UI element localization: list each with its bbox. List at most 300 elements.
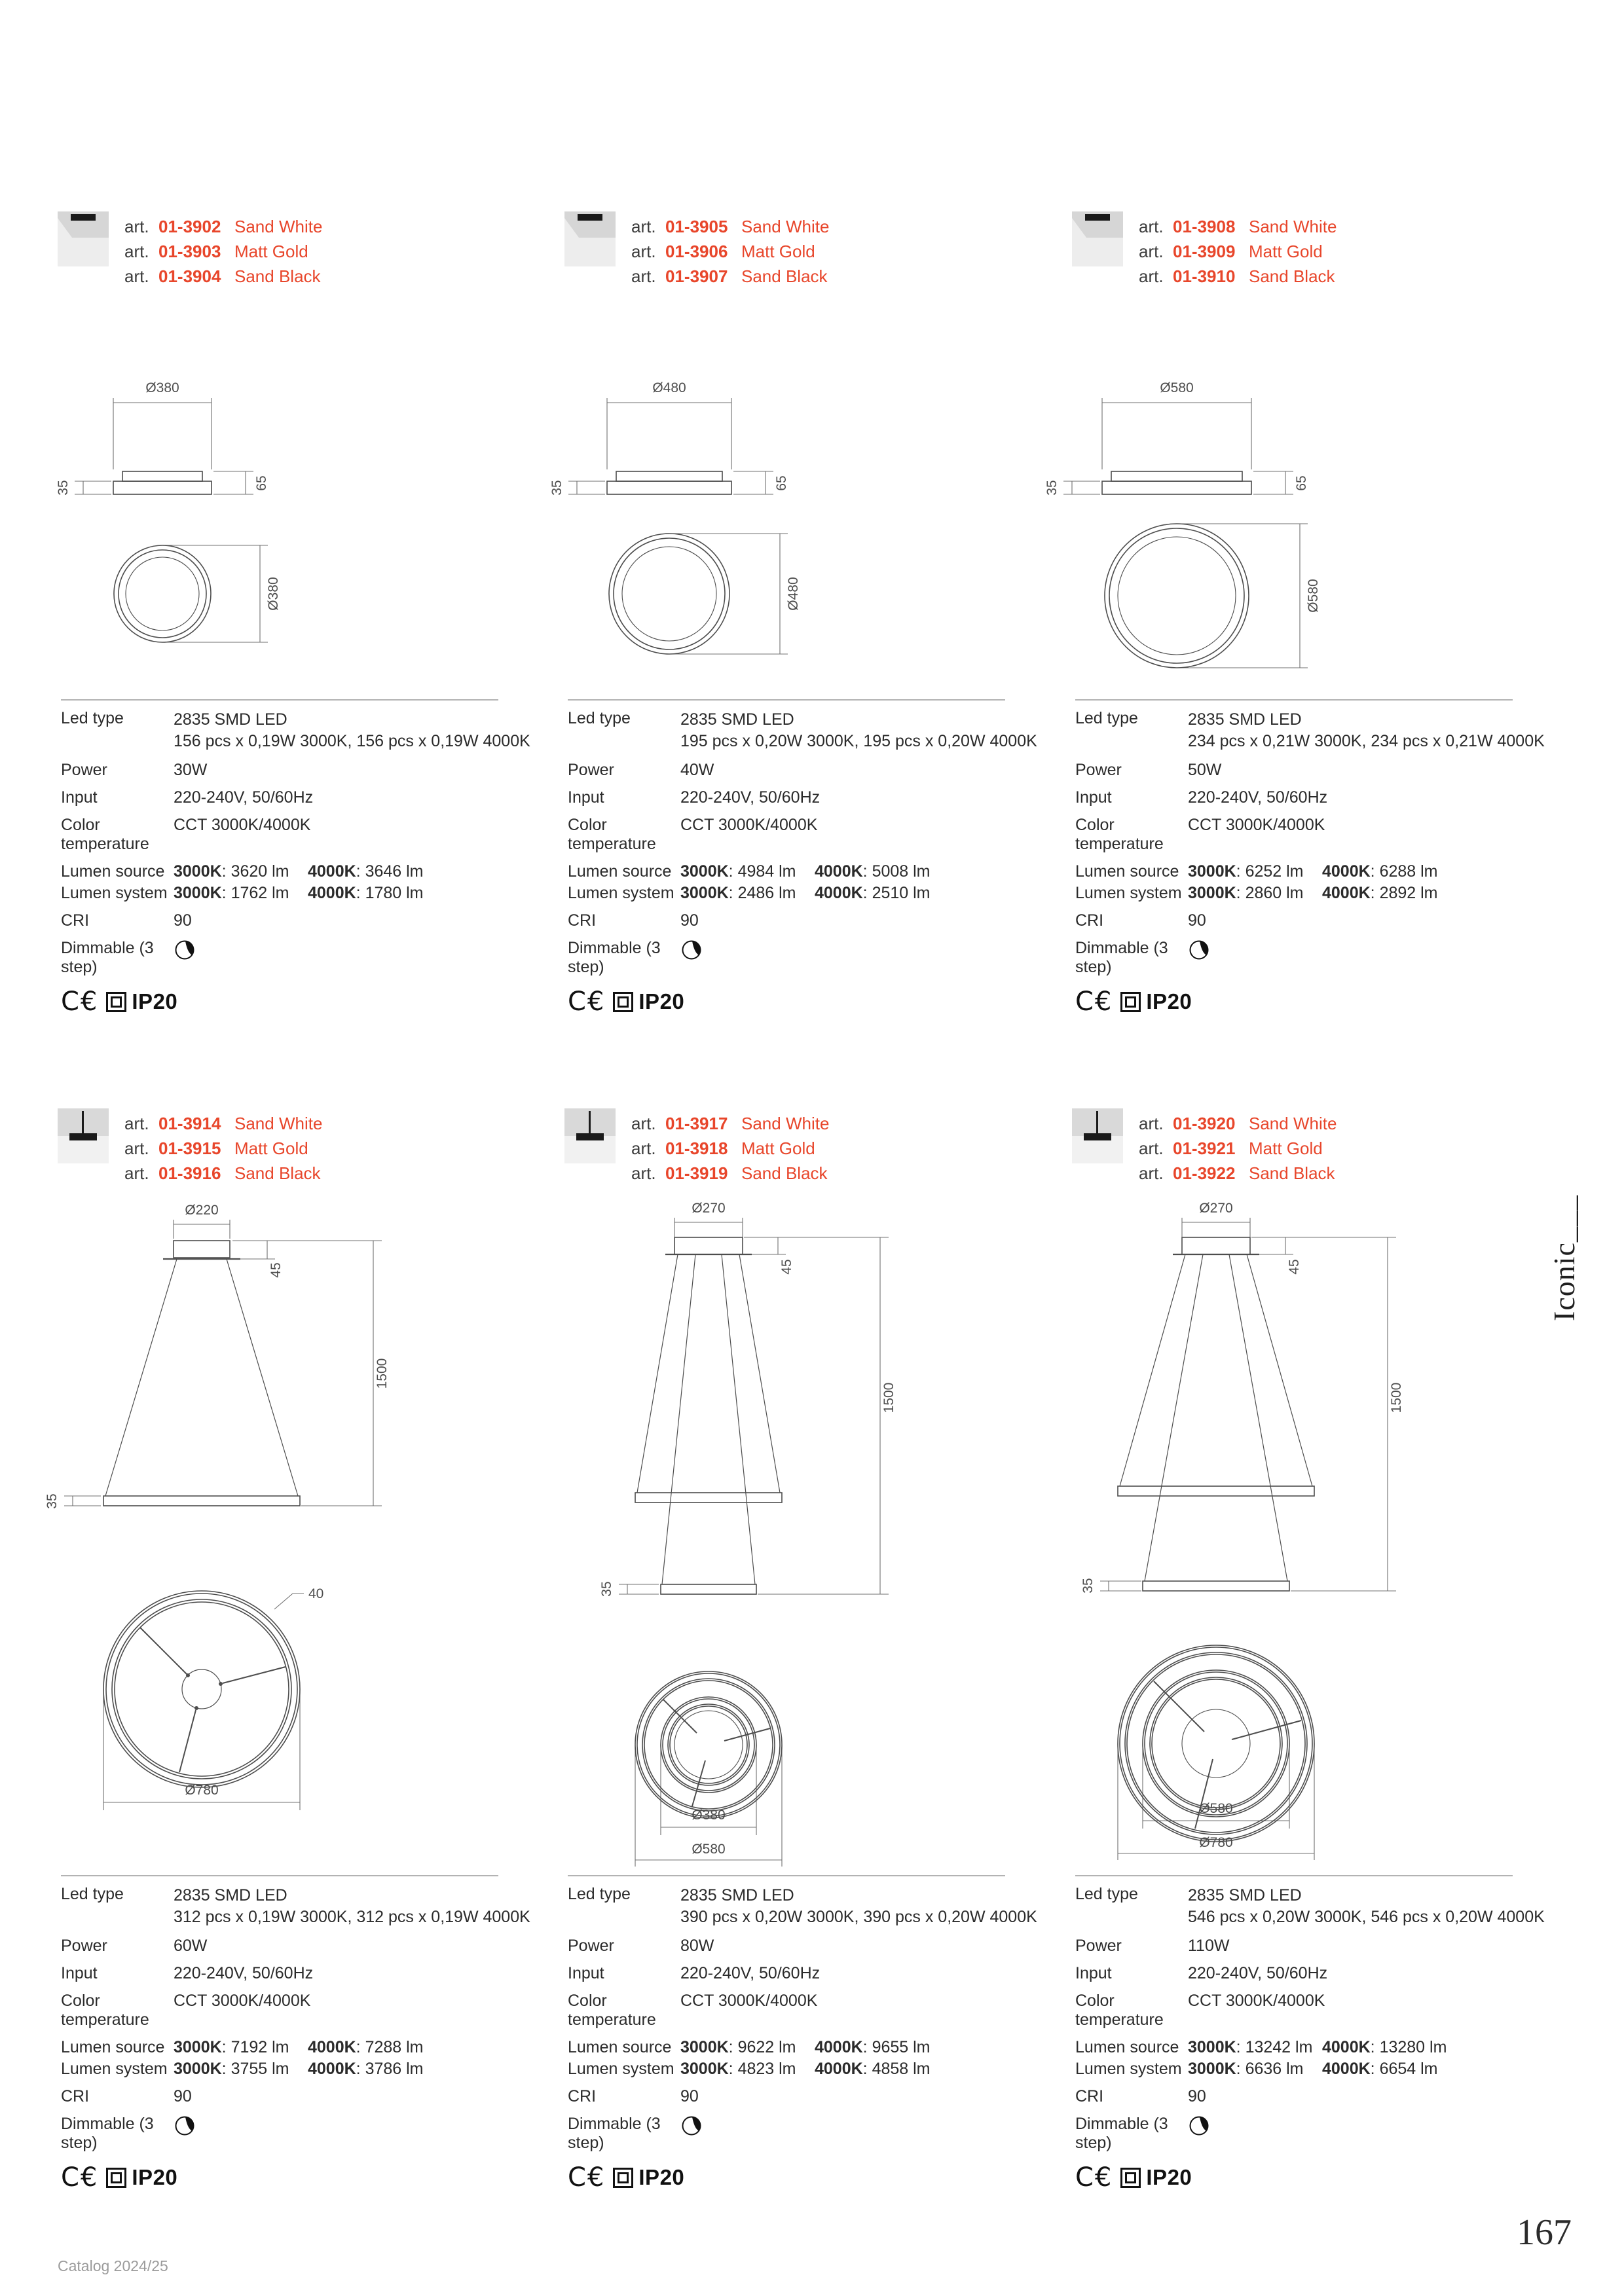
art-number: 01-3907 — [665, 266, 728, 286]
spec-label: CRI — [61, 2087, 90, 2105]
spec-label: Lumen system — [568, 2060, 674, 2078]
spec-row-lumen-system — [1075, 2060, 1513, 2079]
art-label: art. — [124, 1114, 149, 1133]
spec-row-lumen-system — [1075, 884, 1513, 903]
spec-row-cri — [61, 2087, 498, 2106]
spec-value: 40W — [680, 761, 714, 779]
art-label: art. — [1139, 1163, 1164, 1183]
spec-row-lumen-source — [1075, 862, 1513, 881]
finish-name: Matt Gold — [1249, 242, 1323, 261]
spec-label: Lumen source — [1075, 862, 1179, 881]
article-row — [124, 214, 322, 239]
dimension-label: 1500 — [1389, 1382, 1404, 1413]
spec-row-cct — [1075, 1992, 1513, 2030]
art-label: art. — [631, 217, 656, 236]
article-row — [631, 1111, 829, 1136]
art-number: 01-3922 — [1173, 1163, 1236, 1183]
ip-rating: IP20 — [638, 2165, 685, 2189]
spec-table-4 — [61, 1875, 530, 2193]
spec-label: Color temperature — [568, 816, 656, 853]
product-header-2 — [564, 211, 1049, 289]
spec-row-dimmable — [1075, 939, 1513, 977]
pendant-lamp-icon — [1072, 1108, 1123, 1163]
dimension-label: 35 — [1044, 480, 1060, 496]
spec-row-led — [1075, 1885, 1545, 1928]
dimension-label: 45 — [268, 1262, 284, 1278]
art-label: art. — [631, 1114, 656, 1133]
class-ii-icon — [106, 992, 126, 1012]
certifications — [1075, 989, 1513, 1015]
spec-row-cri — [61, 911, 498, 930]
spec-table-6 — [1075, 1875, 1545, 2193]
spec-row-power — [61, 761, 498, 780]
dimension-label: 35 — [56, 480, 71, 496]
spec-value: 2835 SMD LED — [1188, 1886, 1302, 1904]
art-label: art. — [631, 242, 656, 261]
spec-row-lumen-system — [61, 884, 498, 903]
dimension-label: Ø380 — [692, 1808, 726, 1823]
article-list — [124, 1108, 322, 1186]
dimension-label: 35 — [45, 1493, 60, 1509]
spec-table-3 — [1075, 699, 1545, 1017]
spec-value: 3000K: 7192 lm 4000K: 7288 lm — [174, 2038, 424, 2056]
pendant-lamp-icon — [564, 1108, 616, 1163]
spec-value: 220-240V, 50/60Hz — [680, 788, 821, 807]
spec-label: Led type — [61, 1885, 124, 1903]
spec-value: 90 — [1188, 911, 1206, 930]
spec-value: 90 — [174, 911, 192, 930]
article-row — [1139, 264, 1337, 289]
spec-value: 220-240V, 50/60Hz — [1188, 1964, 1328, 1982]
spec-row-dimmable — [61, 939, 498, 977]
dimmer-dial-icon — [1188, 2115, 1210, 2141]
dimension-label: Ø480 — [652, 380, 686, 395]
pendant-lamp-icon — [58, 1108, 109, 1163]
divider — [568, 1875, 1005, 1876]
spec-label: Lumen source — [61, 2038, 165, 2056]
spec-label: Dimmable (3 step) — [1075, 939, 1168, 976]
footer-catalog-label: Catalog 2024/25 — [58, 2257, 168, 2274]
spec-label: Led type — [1075, 1885, 1138, 1903]
certifications — [61, 2164, 498, 2191]
spec-row-input — [61, 788, 498, 807]
art-number: 01-3917 — [665, 1114, 728, 1133]
spec-row-lumen-source — [568, 2038, 1005, 2057]
spec-value: 3000K: 3755 lm 4000K: 3786 lm — [174, 2060, 424, 2078]
class-ii-icon — [106, 2168, 126, 2188]
spec-label: Power — [568, 1937, 614, 1955]
ip-rating: IP20 — [132, 2165, 178, 2189]
finish-name: Sand Black — [741, 1163, 828, 1183]
art-label: art. — [631, 1139, 656, 1158]
finish-name: Sand White — [741, 1114, 830, 1133]
spec-value: 234 pcs x 0,21W 3000K, 234 pcs x 0,21W 4000K — [1188, 732, 1545, 750]
article-list — [1139, 1108, 1337, 1186]
spec-row-input — [568, 788, 1005, 807]
spec-label: Led type — [568, 709, 631, 727]
spec-value: 90 — [680, 2087, 699, 2105]
dimmer-dial-icon — [680, 2115, 703, 2141]
spec-row-lumen-system — [568, 884, 1005, 903]
article-row — [631, 1136, 829, 1161]
spec-table-2 — [568, 699, 1037, 1017]
dimension-label: Ø780 — [1199, 1835, 1233, 1850]
page-number: 167 — [1517, 2212, 1572, 2253]
ip-rating: IP20 — [638, 989, 685, 1013]
spec-value: 2835 SMD LED — [174, 710, 287, 729]
technical-drawing-ceiling-380 — [0, 361, 418, 689]
dimension-label: 35 — [1080, 1578, 1096, 1594]
art-label: art. — [1139, 1139, 1164, 1158]
dimension-label: 45 — [1287, 1259, 1302, 1275]
product-header-3 — [1072, 211, 1557, 289]
ip-rating: IP20 — [1146, 989, 1192, 1013]
spec-label: Led type — [568, 1885, 631, 1903]
dimension-label: Ø780 — [185, 1783, 219, 1798]
finish-name: Sand White — [234, 1114, 323, 1133]
spec-value: 390 pcs x 0,20W 3000K, 390 pcs x 0,20W 4000K — [680, 1908, 1037, 1926]
spec-row-cri — [568, 911, 1005, 930]
spec-value: 2835 SMD LED — [680, 710, 794, 729]
finish-name: Matt Gold — [1249, 1139, 1323, 1158]
dimension-label: Ø270 — [692, 1201, 726, 1216]
divider — [1075, 699, 1513, 701]
spec-value: 30W — [174, 761, 208, 779]
art-number: 01-3918 — [665, 1139, 728, 1158]
spec-label: Power — [1075, 1937, 1122, 1955]
art-number: 01-3903 — [158, 242, 221, 261]
dimension-label: Ø580 — [1306, 579, 1321, 613]
dimension-label: 1500 — [375, 1358, 390, 1389]
spec-row-input — [1075, 788, 1513, 807]
spec-value: 2835 SMD LED — [680, 1886, 794, 1904]
finish-name: Sand White — [234, 217, 323, 236]
spec-value: CCT 3000K/4000K — [1188, 1992, 1325, 2010]
spec-value: 3000K: 13242 lm 4000K: 13280 lm — [1188, 2038, 1447, 2056]
spec-label: Color temperature — [1075, 816, 1164, 853]
art-number: 01-3905 — [665, 217, 728, 236]
spec-value: 110W — [1188, 1937, 1230, 1955]
art-number: 01-3916 — [158, 1163, 221, 1183]
finish-name: Sand Black — [1249, 1163, 1335, 1183]
dimension-label: 1500 — [881, 1382, 896, 1413]
spec-table-1 — [61, 699, 530, 1017]
dimension-label: 40 — [308, 1586, 324, 1601]
spec-value: 312 pcs x 0,19W 3000K, 312 pcs x 0,19W 4000K — [174, 1908, 530, 1926]
article-row — [631, 214, 829, 239]
certifications — [61, 989, 498, 1015]
spec-row-lumen-source — [61, 862, 498, 881]
spec-row-cct — [568, 1992, 1005, 2030]
spec-value: 3000K: 6252 lm 4000K: 6288 lm — [1188, 862, 1438, 881]
spec-label: Dimmable (3 step) — [1075, 2115, 1168, 2152]
spec-value: 220-240V, 50/60Hz — [174, 788, 314, 807]
finish-name: Sand White — [741, 217, 830, 236]
class-ii-icon — [1120, 2168, 1141, 2188]
art-label: art. — [1139, 242, 1164, 261]
spec-label: CRI — [1075, 911, 1104, 930]
class-ii-icon — [613, 992, 633, 1012]
spec-value: 3000K: 4984 lm 4000K: 5008 lm — [680, 862, 931, 881]
spec-value: 220-240V, 50/60Hz — [174, 1964, 314, 1982]
article-row — [631, 1161, 829, 1186]
spec-table-5 — [568, 1875, 1037, 2193]
art-label: art. — [124, 266, 149, 286]
spec-value: 3000K: 2486 lm 4000K: 2510 lm — [680, 884, 931, 902]
class-ii-icon — [613, 2168, 633, 2188]
spec-value: 3000K: 1762 lm 4000K: 1780 lm — [174, 884, 424, 902]
article-list — [124, 211, 322, 289]
dimension-label: 35 — [549, 480, 564, 496]
spec-value: 3000K: 4823 lm 4000K: 4858 lm — [680, 2060, 931, 2078]
certifications — [568, 2164, 1005, 2191]
art-label: art. — [1139, 1114, 1164, 1133]
finish-name: Matt Gold — [741, 242, 815, 261]
spec-label: Input — [568, 788, 604, 807]
article-row — [631, 239, 829, 264]
spec-label: CRI — [568, 2087, 597, 2105]
spec-value: 3000K: 6636 lm 4000K: 6654 lm — [1188, 2060, 1438, 2078]
spec-label: Input — [1075, 1964, 1112, 1982]
spec-value: CCT 3000K/4000K — [1188, 816, 1325, 834]
spec-row-dimmable — [61, 2115, 498, 2153]
article-row — [1139, 1136, 1337, 1161]
spec-label: Lumen source — [568, 2038, 672, 2056]
ce-mark-icon: C€ — [1075, 2162, 1113, 2193]
art-number: 01-3909 — [1173, 242, 1236, 261]
spec-label: Input — [61, 788, 98, 807]
art-number: 01-3908 — [1173, 217, 1236, 236]
spec-label: Power — [61, 1937, 107, 1955]
spec-value: 60W — [174, 1937, 208, 1955]
ip-rating: IP20 — [132, 989, 178, 1013]
finish-name: Matt Gold — [234, 1139, 308, 1158]
spec-value: 2835 SMD LED — [1188, 710, 1302, 729]
spec-row-power — [61, 1937, 498, 1956]
spec-row-power — [568, 761, 1005, 780]
spec-label: Dimmable (3 step) — [61, 2115, 154, 2152]
spec-label: Input — [568, 1964, 604, 1982]
art-number: 01-3919 — [665, 1163, 728, 1183]
spec-row-input — [61, 1964, 498, 1983]
dimension-label: Ø580 — [692, 1842, 726, 1857]
technical-drawing-pendant-780 — [0, 1201, 457, 1820]
spec-label: Lumen source — [61, 862, 165, 881]
divider — [568, 699, 1005, 701]
spec-row-cct — [61, 1992, 498, 2030]
ceiling-lamp-icon — [1072, 211, 1123, 266]
ip-rating: IP20 — [1146, 2165, 1192, 2189]
certifications — [1075, 2164, 1513, 2191]
dimmer-dial-icon — [174, 2115, 196, 2141]
finish-name: Sand Black — [234, 1163, 321, 1183]
spec-row-cri — [568, 2087, 1005, 2106]
article-row — [124, 1111, 322, 1136]
art-label: art. — [124, 217, 149, 236]
ce-mark-icon: C€ — [1075, 987, 1113, 1017]
article-row — [1139, 1161, 1337, 1186]
spec-value: 156 pcs x 0,19W 3000K, 156 pcs x 0,19W 4000K — [174, 732, 530, 750]
spec-label: Power — [1075, 761, 1122, 779]
divider — [61, 699, 498, 701]
dimension-label: Ø480 — [786, 577, 801, 611]
dimension-label: 65 — [1294, 475, 1309, 491]
spec-label: Color temperature — [568, 1992, 656, 2029]
certifications — [568, 989, 1005, 1015]
spec-row-input — [1075, 1964, 1513, 1983]
dimension-label: Ø380 — [145, 380, 179, 395]
spec-value: 220-240V, 50/60Hz — [1188, 788, 1328, 807]
spec-row-cri — [1075, 911, 1513, 930]
spec-label: Lumen system — [568, 884, 674, 902]
spec-label: Dimmable (3 step) — [568, 2115, 661, 2152]
spec-label: Input — [61, 1964, 98, 1982]
spec-value: 546 pcs x 0,20W 3000K, 546 pcs x 0,20W 4000K — [1188, 1908, 1545, 1926]
article-row — [1139, 214, 1337, 239]
ce-mark-icon: C€ — [568, 987, 606, 1017]
dimension-label: 65 — [774, 475, 789, 491]
article-row — [124, 239, 322, 264]
spec-row-power — [1075, 761, 1513, 780]
spec-row-led — [1075, 709, 1545, 752]
art-number: 01-3915 — [158, 1139, 221, 1158]
spec-label: Lumen system — [61, 2060, 168, 2078]
spec-row-cct — [568, 816, 1005, 854]
art-number: 01-3906 — [665, 242, 728, 261]
spec-row-lumen-source — [61, 2038, 498, 2057]
spec-value: 195 pcs x 0,20W 3000K, 195 pcs x 0,20W 4000K — [680, 732, 1037, 750]
spec-row-dimmable — [568, 939, 1005, 977]
spec-value: CCT 3000K/4000K — [680, 816, 818, 834]
spec-label: Lumen source — [568, 862, 672, 881]
art-label: art. — [124, 1139, 149, 1158]
spec-label: Input — [1075, 788, 1112, 807]
finish-name: Sand White — [1249, 217, 1337, 236]
art-label: art. — [631, 266, 656, 286]
dimension-label: 35 — [599, 1581, 614, 1597]
dimension-label: Ø270 — [1199, 1201, 1233, 1216]
spec-label: Power — [61, 761, 107, 779]
spec-row-cct — [61, 816, 498, 854]
spec-row-led — [568, 1885, 1037, 1928]
ce-mark-icon: C€ — [61, 987, 99, 1017]
ce-mark-icon: C€ — [61, 2162, 99, 2193]
finish-name: Matt Gold — [741, 1139, 815, 1158]
ce-mark-icon: C€ — [568, 2162, 606, 2193]
finish-name: Sand Black — [741, 266, 828, 286]
product-header-4 — [58, 1108, 542, 1186]
spec-value: 3000K: 9622 lm 4000K: 9655 lm — [680, 2038, 931, 2056]
spec-row-input — [568, 1964, 1005, 1983]
spec-label: Lumen source — [1075, 2038, 1179, 2056]
collection-label: Iconic___ — [1547, 1195, 1581, 1321]
spec-value: 90 — [680, 911, 699, 930]
spec-value: 220-240V, 50/60Hz — [680, 1964, 821, 1982]
ceiling-lamp-icon — [564, 211, 616, 266]
spec-value: 50W — [1188, 761, 1222, 779]
article-row — [1139, 1111, 1337, 1136]
spec-label: Lumen system — [61, 884, 168, 902]
spec-value: CCT 3000K/4000K — [680, 1992, 818, 2010]
spec-label: CRI — [568, 911, 597, 930]
spec-label: Led type — [1075, 709, 1138, 727]
technical-drawing-ceiling-480 — [466, 361, 925, 689]
ceiling-lamp-icon — [58, 211, 109, 266]
art-number: 01-3921 — [1173, 1139, 1236, 1158]
art-label: art. — [631, 1163, 656, 1183]
finish-name: Sand White — [1249, 1114, 1337, 1133]
spec-value: CCT 3000K/4000K — [174, 816, 311, 834]
art-number: 01-3904 — [158, 266, 221, 286]
spec-value: 3000K: 2860 lm 4000K: 2892 lm — [1188, 884, 1438, 902]
spec-row-dimmable — [1075, 2115, 1513, 2153]
spec-label: Color temperature — [61, 1992, 149, 2029]
spec-row-lumen-system — [61, 2060, 498, 2079]
spec-value: 90 — [174, 2087, 192, 2105]
article-row — [124, 1161, 322, 1186]
spec-row-led — [61, 1885, 530, 1928]
spec-label: Lumen system — [1075, 884, 1182, 902]
spec-row-led — [61, 709, 530, 752]
art-number: 01-3914 — [158, 1114, 221, 1133]
article-list — [631, 1108, 829, 1186]
art-number: 01-3910 — [1173, 266, 1236, 286]
art-number: 01-3902 — [158, 217, 221, 236]
finish-name: Sand Black — [1249, 266, 1335, 286]
dimension-label: Ø580 — [1199, 1801, 1233, 1816]
spec-label: Lumen system — [1075, 2060, 1182, 2078]
spec-value: 3000K: 3620 lm 4000K: 3646 lm — [174, 862, 424, 881]
dimension-label: Ø580 — [1160, 380, 1194, 395]
dimension-label: 45 — [779, 1259, 794, 1275]
art-number: 01-3920 — [1173, 1114, 1236, 1133]
spec-label: Color temperature — [1075, 1992, 1164, 2029]
divider — [1075, 1875, 1513, 1876]
spec-label: Led type — [61, 709, 124, 727]
technical-drawing-pendant-580-780 — [1013, 1201, 1471, 1879]
art-label: art. — [1139, 266, 1164, 286]
spec-label: Color temperature — [61, 816, 149, 853]
technical-drawing-pendant-380-580 — [506, 1201, 964, 1879]
divider — [61, 1875, 498, 1876]
product-header-6 — [1072, 1108, 1557, 1186]
product-header-1 — [58, 211, 542, 289]
dimension-label: Ø220 — [185, 1203, 219, 1218]
article-list — [1139, 211, 1337, 289]
finish-name: Sand Black — [234, 266, 321, 286]
spec-label: CRI — [61, 911, 90, 930]
dimension-label: 65 — [254, 475, 269, 491]
spec-row-lumen-system — [568, 2060, 1005, 2079]
spec-value: 90 — [1188, 2087, 1206, 2105]
spec-value: 2835 SMD LED — [174, 1886, 287, 1904]
dimmer-dial-icon — [1188, 939, 1210, 966]
art-label: art. — [124, 242, 149, 261]
article-row — [124, 264, 322, 289]
spec-label: Dimmable (3 step) — [568, 939, 661, 976]
art-label: art. — [1139, 217, 1164, 236]
article-row — [124, 1136, 322, 1161]
spec-value: 80W — [680, 1937, 714, 1955]
technical-drawing-ceiling-580 — [974, 361, 1432, 689]
spec-row-dimmable — [568, 2115, 1005, 2153]
spec-value: CCT 3000K/4000K — [174, 1992, 311, 2010]
product-header-5 — [564, 1108, 1049, 1186]
spec-row-cct — [1075, 816, 1513, 854]
spec-label: Power — [568, 761, 614, 779]
spec-label: CRI — [1075, 2087, 1104, 2105]
spec-row-led — [568, 709, 1037, 752]
